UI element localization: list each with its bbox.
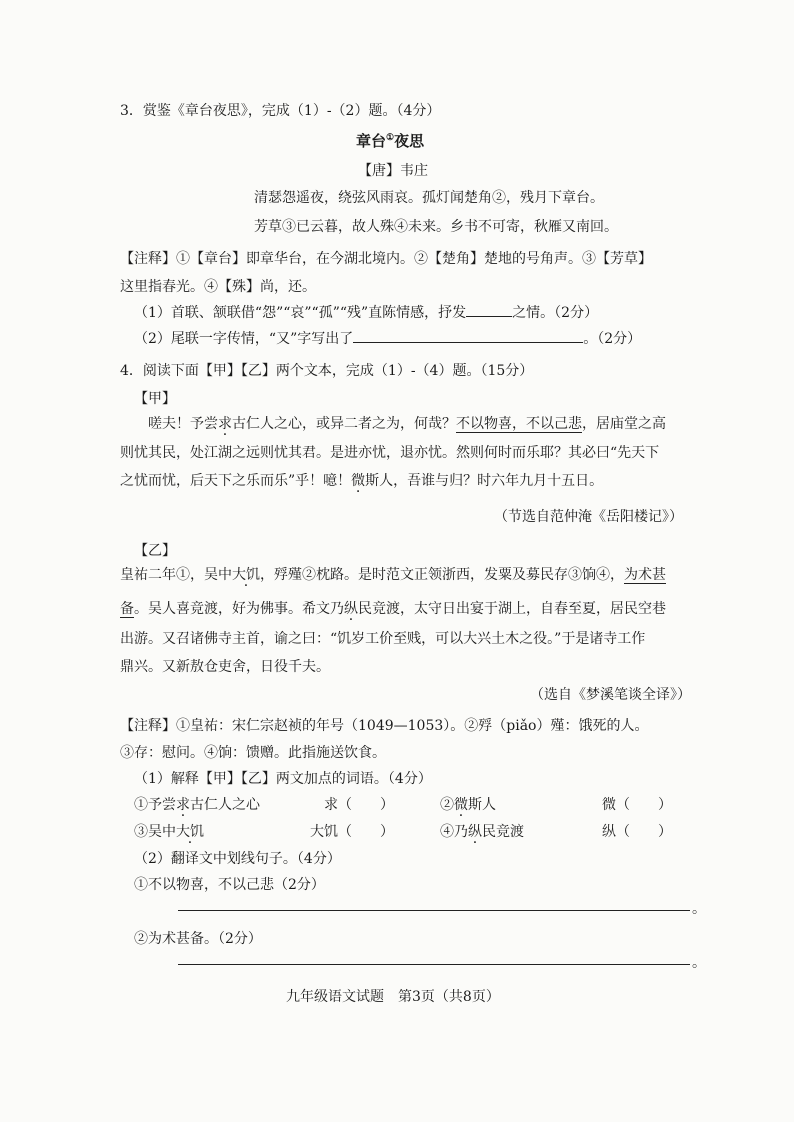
jia-line-1: 嗟夫！予尝求古仁人之心，或异二者之为，何哉？不以物喜，不以己悲，居庙堂之高 — [148, 416, 666, 432]
q4-sub-1: （1）解释【甲】【乙】两文加点的词语。（4分） — [134, 771, 432, 787]
poem-line-2: 芳草③已云暮，故人殊④未来。乡书不可寄，秋雁又南回。 — [254, 219, 618, 235]
period-2: 。 — [692, 955, 706, 971]
item-1: ①予尝求古仁人之心 — [134, 797, 260, 813]
yi-line-2: 备。吴人喜竞渡，好为佛事。希文乃纵民竞渡，太守日出宴于湖上，自春至夏，居民空巷 — [120, 601, 666, 617]
q3-note-1: 【注释】①【章台】即章华台，在今湖北境内。②【楚角】楚地的号角声。③【芳草】 — [120, 251, 652, 267]
q4-note-2: ③存：慰问。④饷：馈赠。此指施送饮食。 — [120, 745, 386, 761]
item-1-answer[interactable]: 求（ ） — [324, 797, 394, 813]
item-4-answer[interactable]: 纵（ ） — [602, 824, 672, 840]
yi-line-3: 出游。又召诸佛寺主首，谕之曰：“饥岁工价至贱，可以大兴土木之役。”于是诸寺工作 — [120, 631, 646, 647]
q3-heading: 3．赏鉴《章台夜思》，完成（1）-（2）题。（4分） — [120, 103, 441, 119]
answer-blank[interactable] — [466, 316, 512, 317]
jia-source: （节选自范仲淹《岳阳楼记》） — [494, 509, 683, 525]
yi-line-1: 皇祐二年①，吴中大饥，殍殣②枕路。是时范文正领浙西，发粟及募民存③饷④，为术甚 — [120, 567, 666, 583]
answer-line-1[interactable] — [178, 910, 690, 911]
q4-note-1: 【注释】①皇祐：宋仁宗赵祯的年号（1049—1053）。②殍（piǎo）殣：饿死的人。 — [120, 718, 649, 734]
yi-label: 【乙】 — [134, 543, 176, 559]
q4-sub-2: （2）翻译文中划线句子。（4分） — [134, 851, 341, 867]
poem-author: 【唐】韦庄 — [358, 163, 428, 179]
page-footer: 九年级语文试题 第3页（共8页） — [286, 989, 500, 1005]
yi-source: （选自《梦溪笔谈全译》） — [530, 687, 691, 703]
item-2: ②微斯人 — [440, 797, 496, 813]
yi-line-4: 鼎兴。又新敖仓吏舍，日役千夫。 — [120, 659, 330, 675]
item-3-answer[interactable]: 大饥（ ） — [310, 824, 394, 840]
translate-2: ②为术甚备。（2分） — [134, 931, 262, 947]
q4-heading: 4．阅读下面【甲】【乙】两个文本，完成（1）-（4）题。（15分） — [120, 363, 534, 379]
poem-title: 章台①夜思 — [356, 132, 425, 150]
jia-line-3: 之忧而忧，后天下之乐而乐”乎！噫！微斯人，吾谁与归？时六年九月十五日。 — [120, 473, 604, 489]
period-1: 。 — [692, 901, 706, 917]
jia-line-2: 则忧其民，处江湖之远则忧其君。是进亦忧，退亦忧。然则何时而乐耶？其必曰“先天下 — [120, 445, 660, 461]
item-4: ④乃纵民竞渡 — [440, 824, 524, 840]
q3-sub-1: （1）首联、颔联借“怨”“哀”“孤”“残”直陈情感，抒发 之情。（2分） — [134, 305, 599, 321]
item-2-answer[interactable]: 微（ ） — [602, 797, 672, 813]
poem-line-1: 清瑟怨遥夜，绕弦风雨哀。孤灯闻楚角②，残月下章台。 — [254, 190, 604, 206]
q3-sub-2: （2）尾联一字传情，“又”字写出了 。（2分） — [134, 331, 642, 347]
jia-label: 【甲】 — [134, 391, 176, 407]
answer-line-2[interactable] — [178, 964, 690, 965]
q3-note-2: 这里指春光。④【殊】尚，还。 — [120, 279, 316, 295]
item-3: ③吴中大饥 — [134, 824, 204, 840]
translate-1: ①不以物喜，不以己悲（2分） — [134, 877, 325, 893]
answer-blank[interactable] — [353, 342, 583, 343]
